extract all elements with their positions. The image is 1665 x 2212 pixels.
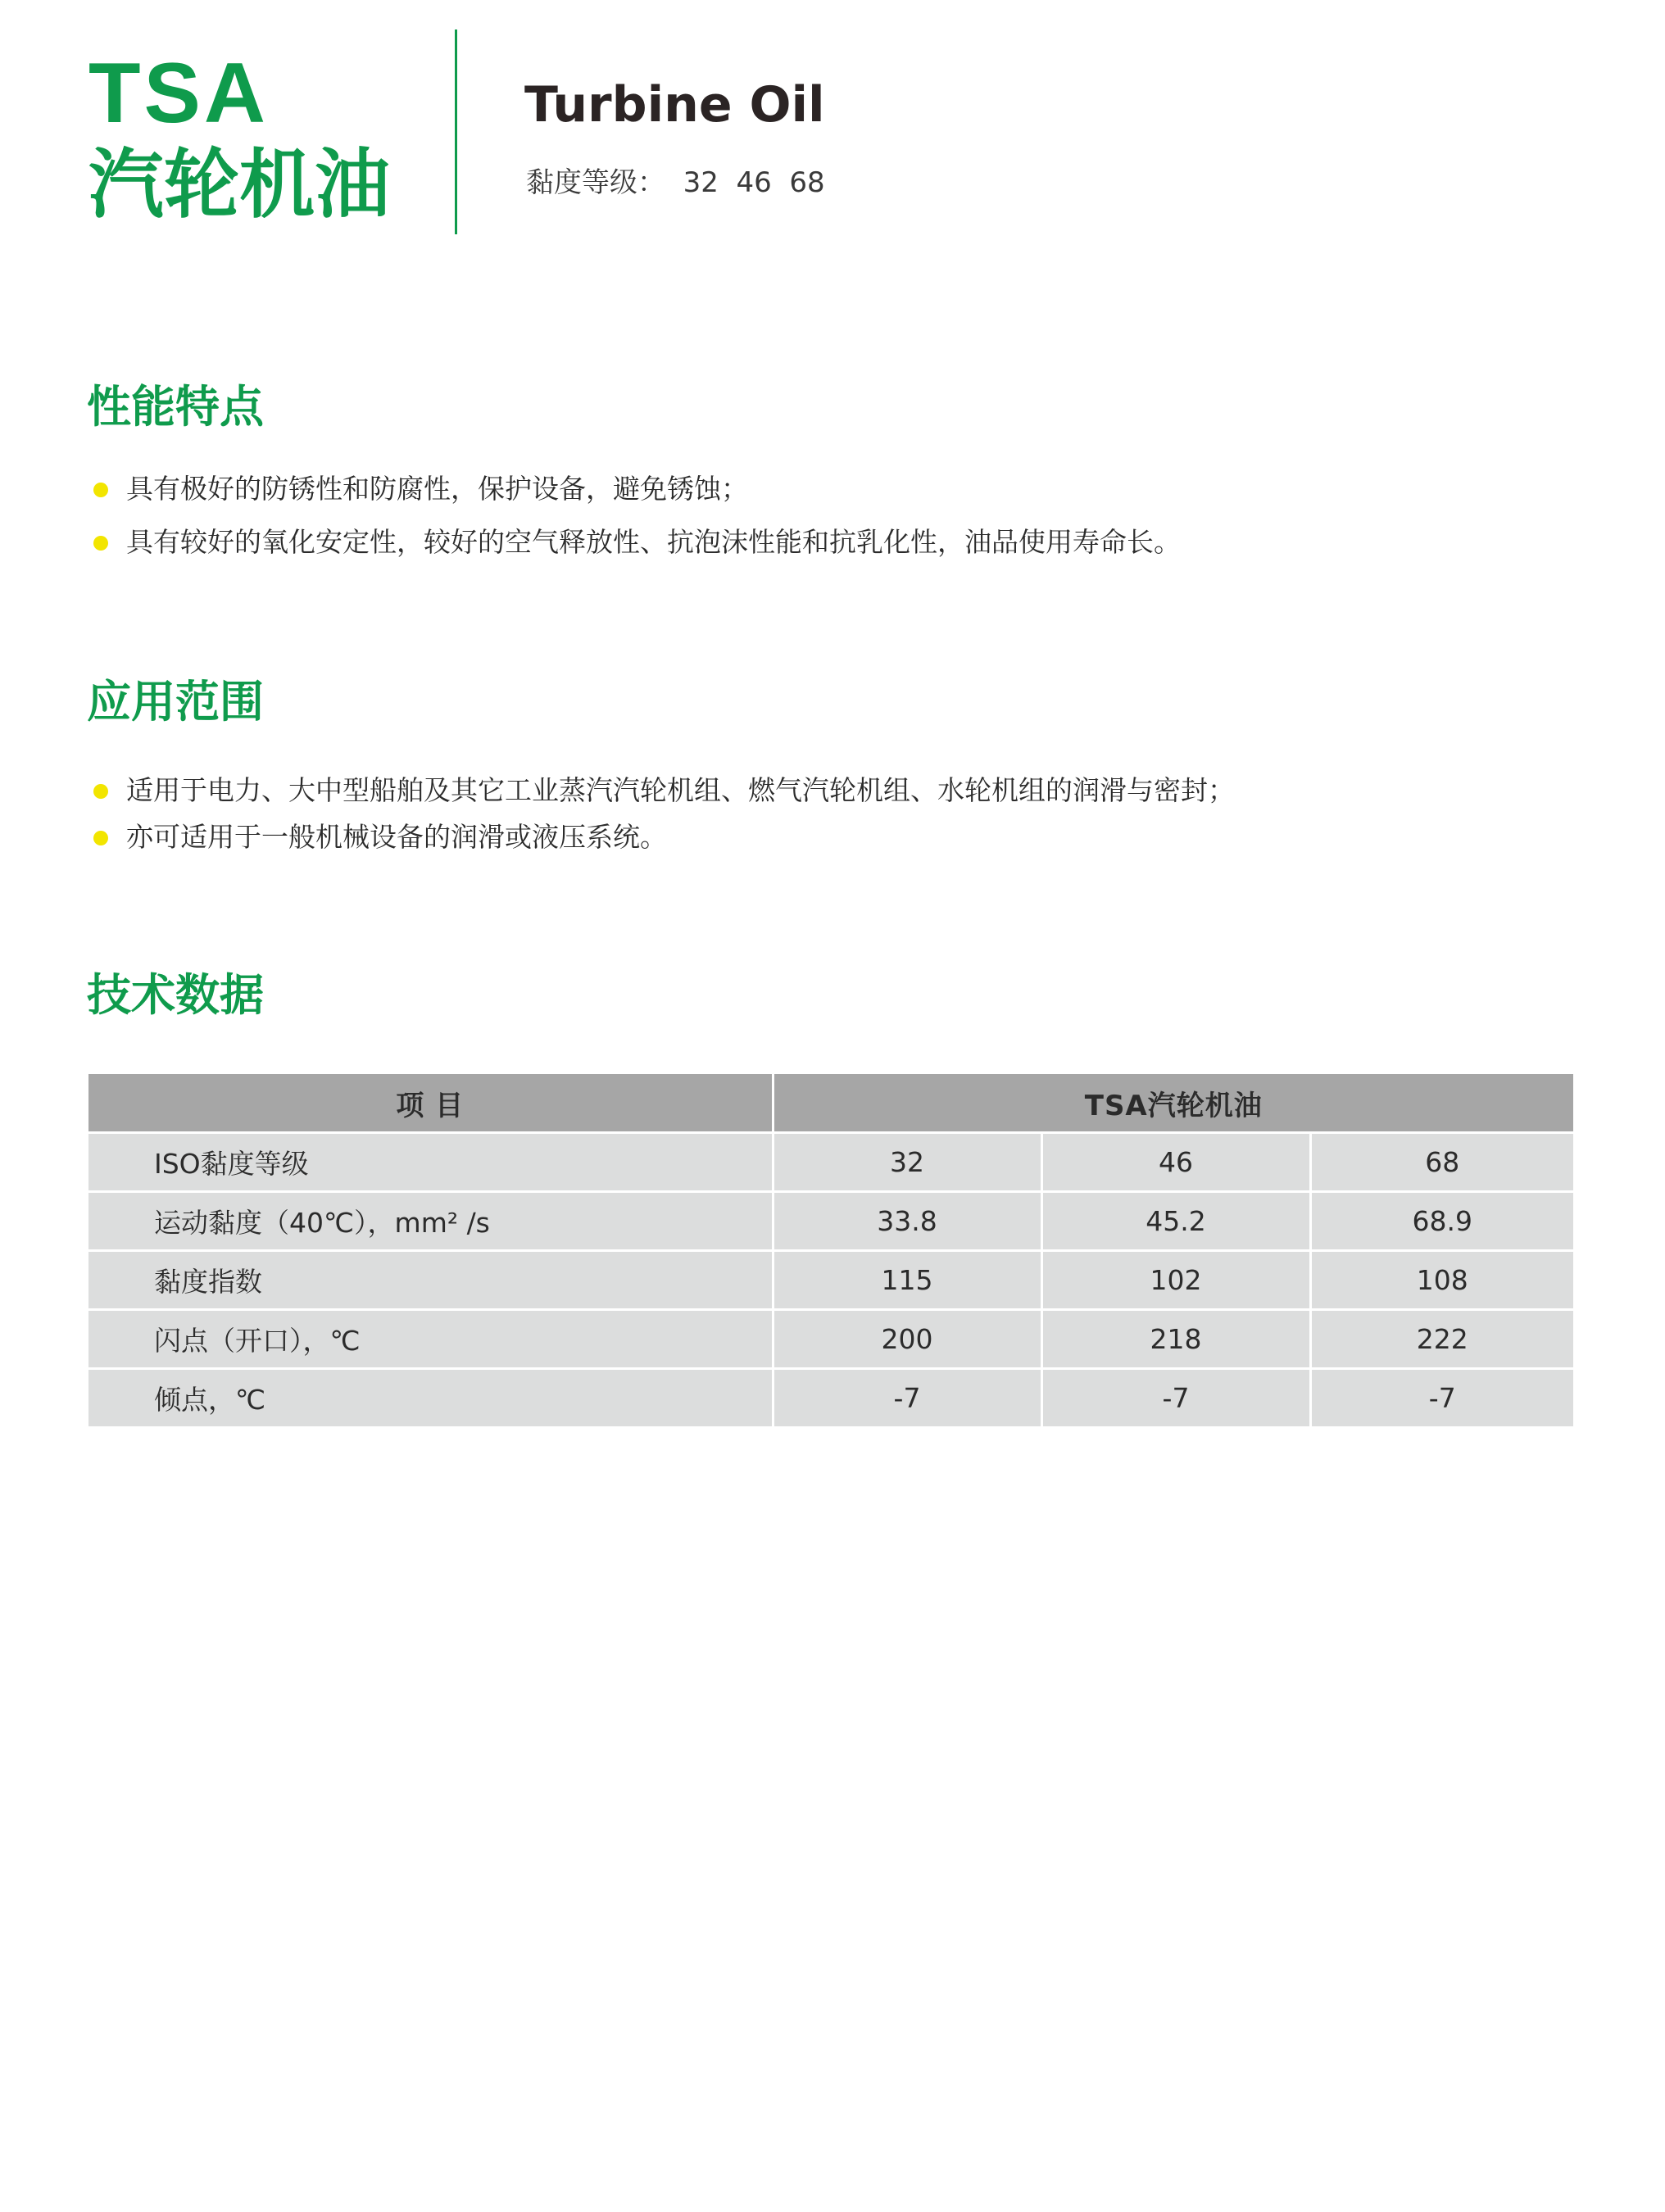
- header-item: 项 目: [88, 1074, 773, 1133]
- product-english-name: Turbine Oil: [524, 76, 825, 134]
- table-cell: -7: [773, 1369, 1041, 1428]
- row-label: 运动黏度（40℃），mm² /s: [88, 1192, 773, 1251]
- table-cell: 218: [1041, 1310, 1310, 1369]
- row-label: ISO黏度等级: [88, 1133, 773, 1192]
- table-cell: 115: [773, 1251, 1041, 1310]
- table-cell: -7: [1041, 1369, 1310, 1428]
- bullet-dot-icon: [93, 536, 108, 551]
- application-text: 适用于电力、大中型船舶及其它工业蒸汽汽轮机组、燃气汽轮机组、水轮机组的润滑与密封；: [126, 774, 1235, 806]
- table-cell: 102: [1041, 1251, 1310, 1310]
- features-list: [93, 473, 1181, 558]
- table-row: [88, 1133, 1573, 1192]
- viscosity-grade-line: 黏度等级： 32 46 68: [526, 166, 825, 199]
- header-product: TSA汽轮机油: [773, 1074, 1573, 1133]
- table-row: [88, 1369, 1573, 1428]
- table-cell: 68: [1310, 1133, 1573, 1192]
- table-cell: 46: [1041, 1133, 1310, 1192]
- feature-text: 具有极好的防锈性和防腐性，保护设备，避免锈蚀；: [126, 473, 748, 505]
- table-cell: 200: [773, 1310, 1041, 1369]
- table-cell: 68.9: [1310, 1192, 1573, 1251]
- application-text: 亦可适用于一般机械设备的润滑或液压系统。: [126, 821, 667, 853]
- table-cell: 45.2: [1041, 1192, 1310, 1251]
- bullet-dot-icon: [93, 831, 108, 845]
- bullet-dot-icon: [93, 784, 108, 799]
- list-item: [93, 526, 1181, 558]
- features-title: 性能特点: [87, 381, 264, 433]
- bullet-dot-icon: [93, 483, 108, 497]
- table-cell: -7: [1310, 1369, 1573, 1428]
- technical-data-title: 技术数据: [87, 969, 264, 1021]
- table-cell: 32: [773, 1133, 1041, 1192]
- feature-text: 具有较好的氧化安定性，较好的空气释放性、抗泡沫性能和抗乳化性，油品使用寿命长。: [126, 526, 1181, 558]
- table-row: [88, 1310, 1573, 1369]
- table-row: [88, 1251, 1573, 1310]
- list-item: [93, 774, 1235, 806]
- table-row: [88, 1192, 1573, 1251]
- table-cell: 222: [1310, 1310, 1573, 1369]
- table-cell: 33.8: [773, 1192, 1041, 1251]
- product-name: 汽轮机油: [88, 141, 391, 229]
- product-code: TSA: [88, 46, 269, 141]
- table-cell: 108: [1310, 1251, 1573, 1310]
- applications-list: [93, 774, 1235, 853]
- table-header-row: [88, 1074, 1573, 1133]
- row-label: 黏度指数: [88, 1251, 773, 1310]
- list-item: [93, 821, 1235, 853]
- list-item: [93, 473, 1181, 505]
- technical-data-table: [88, 1074, 1573, 1429]
- header-divider: [455, 29, 457, 234]
- row-label: 倾点，℃: [88, 1369, 773, 1428]
- row-label: 闪点（开口），℃: [88, 1310, 773, 1369]
- applications-title: 应用范围: [87, 676, 264, 728]
